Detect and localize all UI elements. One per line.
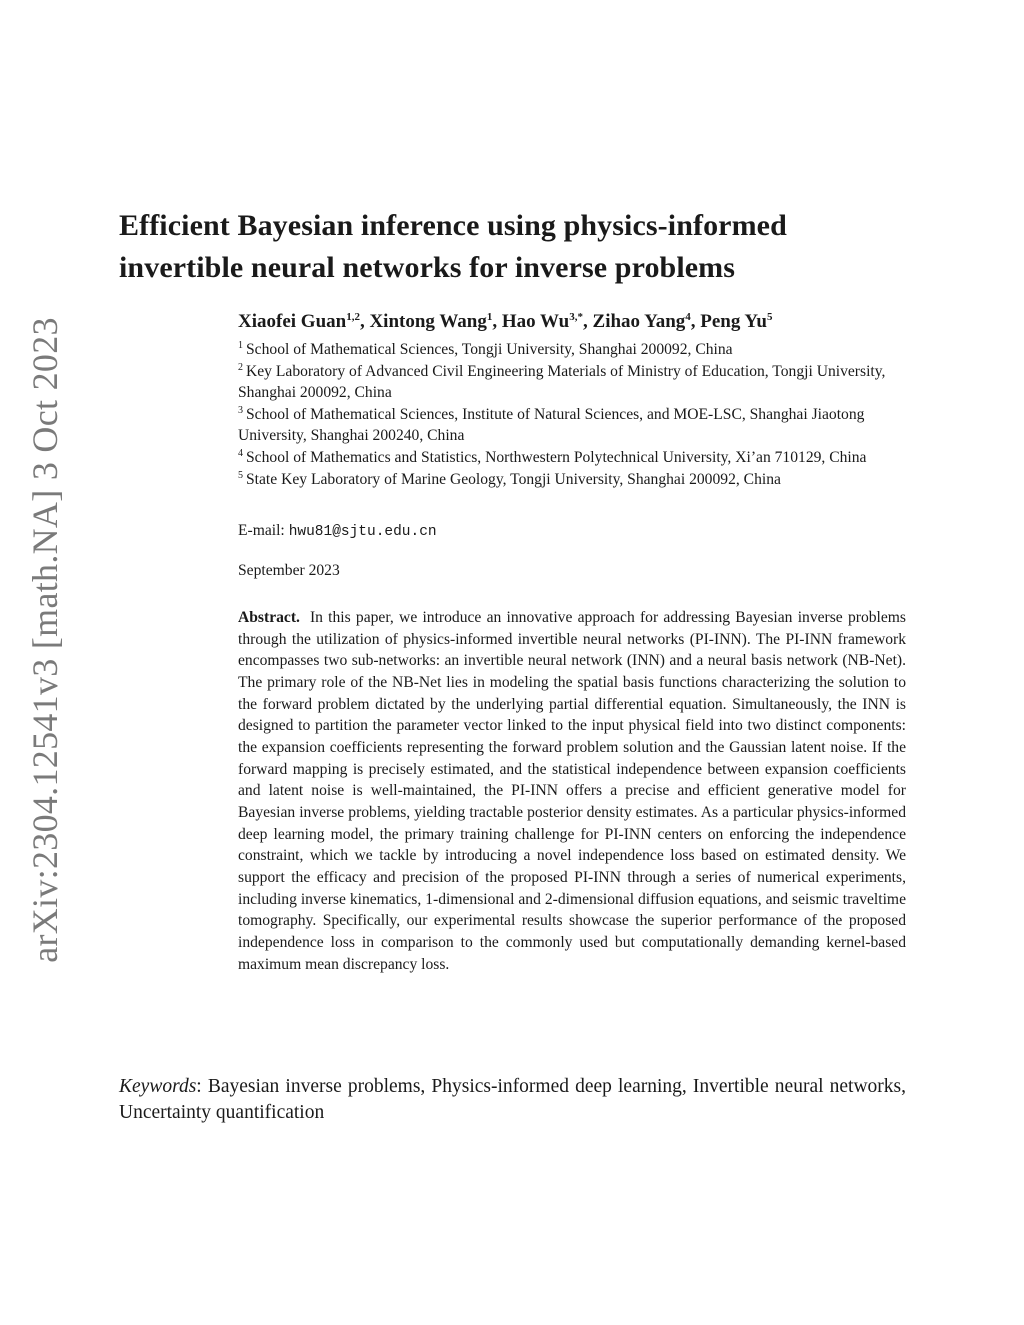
affiliation-number: 2 [238, 361, 243, 373]
keywords-colon: : [196, 1076, 208, 1097]
affiliation-item [238, 469, 910, 491]
contact-email [238, 520, 437, 543]
author-affiliation-mark: 1 [486, 311, 493, 323]
arxiv-identifier-stamp [17, 317, 73, 963]
affiliation-text: Key Laboratory of Advanced Civil Engineering Materials of Ministry of Education, Tongji University, Shanghai 200092, China [238, 362, 886, 402]
abstract-text: In this paper, we introduce an innovative approach for addressing Bayesian inverse problems through the utilization of physics-informed invertible neural networks (PI-INN). The PI-INN framework encompasses two sub-networks: an invertible neural network (INN) and a neural basis network (NB-Net). The primary role of the NB-Net lies in modeling the spatial basis functions characterizing the solution to the forward problem dictated by the underlying partial differential equation. Simultaneously, the INN is designed to partition the parameter vector linked to the input physical field into two distinct components: the expansion coefficients representing the forward problem solution and the Gaussian latent noise. If the forward mapping is precisely estimated, and the statistical independence between expansion coefficients and latent noise is well-maintained, the PI-INN offers a precise and efficient generative model for Bayesian inverse problems, yielding tractable posterior density estimates. As a particular physics-informed deep learning model, the primary training challenge for PI-INN centers on enforcing the independence constraint, which we tackle by introducing a novel independence loss based on estimated density. We support the efficacy and precision of the proposed PI-INN through a series of numerical experiments, including inverse kinematics, 1-dimensional and 2-dimensional diffusion equations, and seismic traveltime tomography. Specifically, our experimental results showcase the superior performance of the proposed independence loss in comparison to the commonly used but computationally demanding kernel-based maximum mean discrepancy loss. [238, 609, 906, 973]
author-name: Xintong Wang [369, 311, 487, 332]
author-affiliation-mark: 4 [685, 311, 691, 323]
publication-date: September 2023 [238, 562, 340, 579]
keywords [119, 1074, 906, 1126]
author-name: Xiaofei Guan [238, 311, 347, 332]
affiliation-number: 1 [238, 340, 243, 351]
keywords-label: Keywords [119, 1076, 197, 1097]
keywords-text: Bayesian inverse problems, Physics-informed deep learning, Invertible neural networks, Uncertainty quantification [119, 1076, 907, 1123]
affiliation-list [238, 339, 910, 490]
author-separator: , [583, 311, 593, 332]
arxiv-identifier-text: arXiv:2304.12541v3 [math.NA] 3 Oct 2023 [25, 317, 66, 963]
author-name: Zihao Yang [592, 311, 686, 332]
author-affiliation-mark: 1,2 [346, 311, 360, 323]
author-name: Peng Yu [700, 311, 767, 332]
affiliation-text: School of Mathematical Sciences, Institute of Natural Sciences, and MOE-LSC, Shanghai Jiaotong University, Shanghai 200240, China [238, 405, 865, 445]
affiliation-number: 3 [238, 404, 243, 416]
author-separator: , [492, 311, 502, 332]
paper-title-line-1: Efficient Bayesian inference using physics-informed [119, 209, 787, 242]
email-label: E-mail: [238, 522, 285, 539]
author-name: Hao Wu [501, 311, 570, 332]
author-separator: , [359, 311, 370, 332]
affiliation-text: School of Mathematics and Statistics, Northwestern Polytechnical University, Xi’an 710129, China [246, 448, 867, 466]
paper-title [119, 205, 879, 289]
affiliation-item [238, 404, 910, 447]
abstract [238, 607, 906, 975]
paper-title-line-2: invertible neural networks for inverse problems [119, 251, 736, 284]
affiliation-number: 4 [238, 447, 243, 459]
affiliation-item [238, 339, 910, 361]
email-address: hwu81@sjtu.edu.cn [288, 524, 437, 540]
affiliation-item [238, 447, 910, 469]
abstract-label: Abstract. [238, 609, 300, 626]
affiliation-text: State Key Laboratory of Marine Geology, Tongji University, Shanghai 200092, China [246, 470, 781, 488]
author-separator: , [690, 311, 701, 332]
affiliation-number: 5 [238, 469, 243, 481]
affiliation-text: School of Mathematical Sciences, Tongji University, Shanghai 200092, China [246, 341, 733, 358]
affiliation-item [238, 361, 910, 404]
author-list [238, 309, 772, 335]
author-affiliation-mark: 5 [766, 311, 773, 323]
author-affiliation-mark: 3,* [569, 311, 584, 323]
